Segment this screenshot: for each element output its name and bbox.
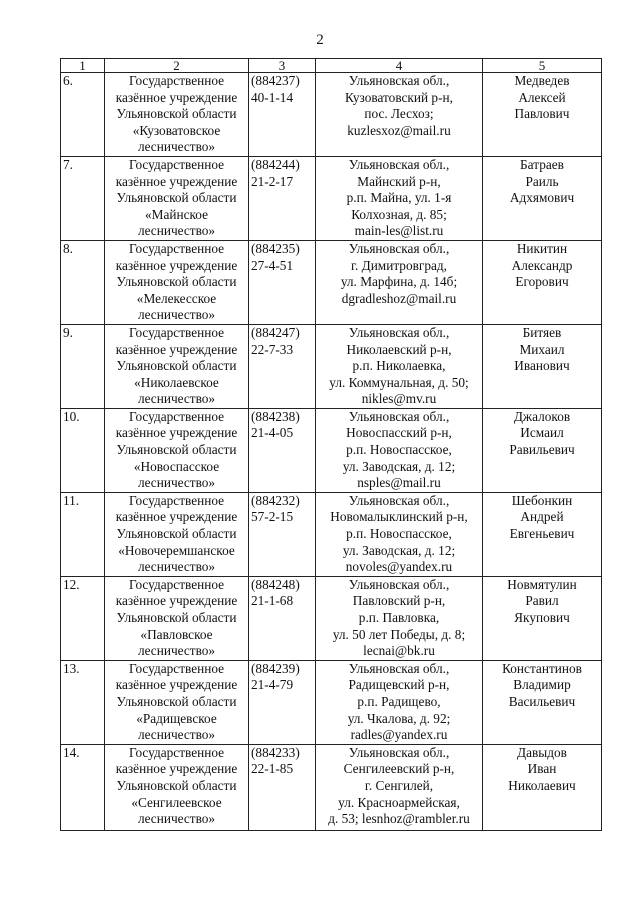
address-line: д. 53; lesnhoz@rambler.ru [328, 811, 470, 827]
head-name-line: Новмятулин [507, 576, 577, 592]
organization-name-line: казённое учреждение [115, 509, 238, 525]
organization-name-line: «Сенгилеевское [131, 794, 222, 810]
address-line: р.п. Новоспасское, [346, 442, 452, 458]
organization-name-line: казённое учреждение [115, 173, 238, 189]
phone-number-line: (884248) [251, 576, 300, 592]
address-line: Новоспасский р-н, [346, 425, 452, 441]
column-header: 4 [316, 59, 483, 73]
head-name [483, 744, 602, 830]
head-name-line: Владимир [513, 677, 571, 693]
phone-number [249, 324, 316, 408]
table-row [61, 576, 602, 660]
address [316, 408, 483, 492]
organization-name-line: лесничество» [137, 307, 216, 323]
organization-name-line: казённое учреждение [115, 257, 238, 273]
head-name-line: Николаевич [508, 777, 576, 793]
row-number: 9. [61, 324, 105, 408]
address-line: ул. Марфина, д. 14б; [340, 274, 458, 290]
head-name [483, 576, 602, 660]
organization-name-line: казённое учреждение [115, 677, 238, 693]
address-line: ул. Коммунальная, д. 50; [329, 374, 469, 390]
organization-name-line: казённое учреждение [115, 761, 238, 777]
table-row [61, 156, 602, 240]
head-name-line: Батраев [520, 156, 564, 172]
head-name-line: Давыдов [517, 744, 567, 760]
address-line: Ульяновская обл., [348, 156, 450, 172]
head-name-line: Александр [511, 257, 573, 273]
organization-name-line: Ульяновской области [116, 610, 237, 625]
address [316, 324, 483, 408]
head-name [483, 240, 602, 324]
phone-number-line: 27-4-51 [251, 257, 294, 273]
phone-number-line: 57-2-15 [251, 509, 294, 525]
head-name-line: Никитин [516, 240, 568, 256]
organization-name-line: Ульяновской области [116, 274, 237, 290]
address-line: Павловский р-н, [352, 593, 446, 609]
organization-name [105, 660, 249, 744]
organization-name [105, 240, 249, 324]
address-line: Ульяновская обл., [348, 240, 450, 256]
head-name-line: Иван [527, 761, 557, 777]
table-row [61, 324, 602, 408]
table-row [61, 744, 602, 830]
organization-name-line: лесничество» [137, 811, 216, 827]
organization-name-line: лесничество» [137, 139, 216, 155]
head-name-line: Евгеньевич [509, 526, 575, 542]
address-line: Новомалыклинский р-н, [330, 509, 468, 525]
organization-name-line: Государственное [128, 744, 225, 760]
head-name-line: Михаил [519, 341, 565, 357]
address-line: пос. Лесхоз; [364, 106, 434, 122]
organization-name-line: казённое учреждение [115, 425, 238, 441]
head-name-line: Васильевич [508, 693, 576, 709]
phone-number-line: (884232) [251, 492, 300, 508]
row-number: 11. [61, 492, 105, 576]
column-header: 2 [105, 59, 249, 73]
head-name-line: Якупович [514, 610, 570, 625]
organization-name-line: Государственное [128, 156, 225, 172]
table-row [61, 240, 602, 324]
address-line: Радищевский р-н, [348, 677, 450, 693]
address-line: Ульяновская обл., [348, 744, 450, 760]
column-header: 5 [483, 59, 602, 73]
address [316, 240, 483, 324]
address-line: Ульяновская обл., [348, 408, 450, 424]
phone-number-line: (884239) [251, 660, 300, 676]
address-line: г. Димитровград, [351, 257, 447, 273]
head-name-line: Исмаил [520, 425, 564, 441]
organization-name [105, 156, 249, 240]
organization-name-line: Государственное [128, 408, 225, 424]
address [316, 156, 483, 240]
organization-name-line: Государственное [128, 240, 225, 256]
address-line: ул. Заводская, д. 12; [342, 542, 456, 558]
organization-name-line: «Радищевское [136, 710, 217, 726]
organization-name [105, 492, 249, 576]
column-header: 1 [61, 59, 105, 73]
address-line: р.п. Новоспасское, [346, 526, 452, 542]
organization-name-line: лесничество» [137, 391, 216, 407]
organization-name-line: Государственное [128, 660, 225, 676]
organization-name-line: Ульяновской области [116, 190, 237, 206]
phone-number-line: (884238) [251, 408, 300, 424]
organization-name-line: лесничество» [137, 727, 216, 743]
row-number: 12. [61, 576, 105, 660]
head-name-line: Адхямович [509, 190, 575, 206]
row-number: 7. [61, 156, 105, 240]
head-name-line: Равильевич [509, 442, 575, 458]
address-line: г. Сенгилей, [364, 777, 434, 793]
organization-name-line: лесничество» [137, 559, 216, 575]
organization-name-line: Ульяновской области [116, 693, 237, 709]
address [316, 492, 483, 576]
address-line: ул. Красноармейская, [338, 794, 460, 810]
phone-number-line: 22-7-33 [251, 341, 294, 357]
address-line: Сенгилеевский р-н, [343, 761, 455, 777]
table-row [61, 73, 602, 157]
head-name-line: Алексей [518, 89, 566, 105]
head-name-line: Битяев [522, 324, 562, 340]
organization-name-line: «Новоспасское [133, 458, 220, 474]
table-row [61, 660, 602, 744]
address-line: Ульяновская обл., [348, 324, 450, 340]
organization-name-line: казённое учреждение [115, 593, 238, 609]
address-line: lecnai@bk.ru [363, 643, 435, 659]
head-name-line: Шебонкин [511, 492, 573, 508]
row-number: 13. [61, 660, 105, 744]
phone-number [249, 576, 316, 660]
phone-number-line: (884233) [251, 744, 300, 760]
organization-name-line: Ульяновской области [116, 526, 237, 542]
row-number: 10. [61, 408, 105, 492]
organization-name-line: Государственное [128, 576, 225, 592]
head-name-line: Медведев [514, 73, 570, 88]
phone-number-line: 21-2-17 [251, 173, 294, 189]
organization-name-line: лесничество» [137, 643, 216, 659]
head-name-line: Равил [525, 593, 559, 609]
table-row [61, 408, 602, 492]
phone-number-line: 40-1-14 [251, 89, 294, 105]
address-line: kuzlesxoz@mail.ru [347, 122, 451, 138]
address-line: р.п. Майна, ул. 1-я [346, 190, 452, 206]
address-line: ул. Заводская, д. 12; [342, 458, 456, 474]
organization-name [105, 576, 249, 660]
column-header: 3 [249, 59, 316, 73]
row-number: 14. [61, 744, 105, 830]
head-name-line: Джалоков [513, 408, 571, 424]
organization-name-line: «Николаевское [134, 374, 219, 390]
organization-name-line: Ульяновской области [116, 442, 237, 458]
organization-name-line: Ульяновской области [116, 777, 237, 793]
phone-number-line: (884244) [251, 156, 300, 172]
column-number-row [61, 59, 602, 73]
page-number: 2 [316, 32, 324, 48]
organization-name-line: казённое учреждение [115, 341, 238, 357]
organization-name-line: казённое учреждение [115, 89, 238, 105]
phone-number-line: (884247) [251, 324, 300, 340]
row-number: 6. [61, 73, 105, 157]
organization-name [105, 744, 249, 830]
organization-name-line: Государственное [128, 73, 225, 88]
organization-name-line: «Павловское [140, 626, 213, 642]
address [316, 73, 483, 157]
address [316, 744, 483, 830]
head-name-line: Андрей [520, 509, 564, 525]
phone-number-line: 21-1-68 [251, 593, 294, 609]
address-line: radles@yandex.ru [350, 727, 448, 743]
organization-name [105, 73, 249, 157]
address-line: Майнский р-н, [357, 173, 441, 189]
address-line: dgradleshoz@mail.ru [341, 290, 457, 306]
organization-name [105, 408, 249, 492]
organization-name-line: лесничество» [137, 475, 216, 491]
organization-name [105, 324, 249, 408]
head-name [483, 156, 602, 240]
address-line: ул. Чкалова, д. 92; [347, 710, 451, 726]
head-name [483, 73, 602, 157]
address-line: Ульяновская обл., [348, 576, 450, 592]
head-name-line: Константинов [502, 660, 582, 676]
forestry-registry-table [60, 58, 602, 831]
address [316, 660, 483, 744]
address-line: ул. 50 лет Победы, д. 8; [332, 626, 466, 642]
phone-number [249, 660, 316, 744]
address-line: Николаевский р-н, [346, 341, 452, 357]
address-line: р.п. Николаевка, [352, 358, 446, 374]
address-line: nikles@mv.ru [361, 391, 437, 407]
phone-number-line: (884237) [251, 73, 300, 88]
organization-name-line: «Новочеремшанское [118, 542, 235, 558]
organization-name-line: Ульяновской области [116, 358, 237, 374]
address-line: Ульяновская обл., [348, 492, 450, 508]
address [316, 576, 483, 660]
organization-name-line: Ульяновской области [116, 106, 237, 122]
address-line: main-les@list.ru [354, 223, 444, 239]
row-number: 8. [61, 240, 105, 324]
head-name [483, 324, 602, 408]
address-line: Кузоватовский р-н, [345, 89, 453, 105]
phone-number-line: 22-1-85 [251, 761, 294, 777]
head-name [483, 660, 602, 744]
phone-number-line: 21-4-79 [251, 677, 294, 693]
head-name [483, 408, 602, 492]
head-name-line: Павлович [514, 106, 570, 122]
organization-name-line: «Кузоватовское [132, 122, 221, 138]
organization-name-line: «Майнское [144, 206, 208, 222]
organization-name-line: Государственное [128, 324, 225, 340]
head-name-line: Иванович [514, 358, 570, 374]
table-row [61, 492, 602, 576]
address-line: р.п. Радищево, [357, 693, 441, 709]
address-line: р.п. Павловка, [358, 610, 440, 625]
organization-name-line: «Мелекесское [136, 290, 217, 306]
phone-number [249, 744, 316, 830]
organization-name-line: лесничество» [137, 223, 216, 239]
phone-number [249, 73, 316, 157]
phone-number-line: 21-4-05 [251, 425, 294, 441]
phone-number-line: (884235) [251, 240, 300, 256]
head-name-line: Раиль [525, 173, 559, 189]
head-name-line: Егорович [515, 274, 569, 290]
table-body [61, 73, 602, 831]
address-line: Ульяновская обл., [348, 73, 450, 88]
phone-number [249, 408, 316, 492]
address-line: nsples@mail.ru [357, 475, 441, 491]
address-line: Колхозная, д. 85; [351, 206, 447, 222]
phone-number [249, 492, 316, 576]
head-name [483, 492, 602, 576]
address-line: Ульяновская обл., [348, 660, 450, 676]
organization-name-line: Государственное [128, 492, 225, 508]
address-line: novoles@yandex.ru [345, 559, 453, 575]
phone-number [249, 240, 316, 324]
phone-number [249, 156, 316, 240]
